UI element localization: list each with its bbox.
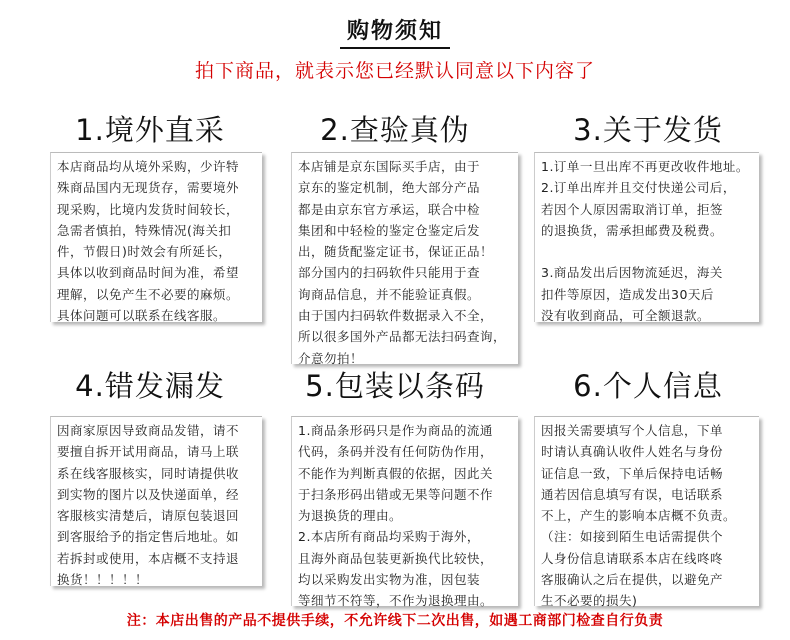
section-4-body: 因商家原因导致商品发错，请不 要擅自拆开试用商品，请马上联 系在线客服核实，同时请提供收 到实物的图片以及快递面单，经 客服核实清楚后，请原包装退回 到客服给予的指定售后地址。如 若拆封或使用，本店概不支持退 换货！！！！！ xyxy=(57,423,240,588)
page-subtitle: 拍下商品，就表示您已经默认同意以下内容了 xyxy=(194,60,595,82)
section-3-box xyxy=(534,152,759,322)
page-title: 购物须知 xyxy=(346,19,443,44)
section-5-body: 1.商品条形码只是作为商品的流通 代码，条码并没有任何防伪作用， 不能作为判断真假的依据，因此关 于扫条形码出错或无果等问题不作 为退换货的理由。 2.本店所有商品均采购于海外， 且海外商品包装更新换代比较快， 均以采购发出实物为准，因包装 等细节不符等，不作为退换理由。 xyxy=(298,423,494,609)
section-5-heading: 5.包装以条码 xyxy=(305,369,485,403)
section-4-heading: 4.错发漏发 xyxy=(75,369,225,403)
section-6-body: 因报关需要填写个人信息，下单 时请认真确认收件人姓名与身份 证信息一致，下单后保持电话畅 通若因信息填写有误，电话联系 不上，产生的影响本店概不负责。 （注：如接到陌生电话需提供个 人身份信息请联系本店在线咚咚 客服确认之后在提供，以避免产 生不必要的损失) xyxy=(541,423,737,609)
section-2-heading: 2.查验真伪 xyxy=(320,113,470,147)
section-4-box xyxy=(50,416,262,586)
title-underline xyxy=(340,47,450,49)
section-5-box xyxy=(291,416,518,609)
section-3-body: 1.订单一旦出库不再更改收件地址。 2.订单出库并且交付快递公司后， 若因个人原因需取消订单，拒签 的退换货，需承担邮费及税费。 3.商品发出后因物流延迟，海关 扣件等原因，造成发出30天后 没有收到商品，可全额退款。 xyxy=(541,159,749,324)
section-3-heading: 3.关于发货 xyxy=(573,113,723,147)
section-1-box xyxy=(50,152,262,322)
section-6-heading: 6.个人信息 xyxy=(573,369,723,403)
footer-note: 注：本店出售的产品不提供手续，不允许线下二次出售，如遇工商部门检查自行负责 xyxy=(126,613,664,629)
section-2-body: 本店铺是京东国际买手店，由于 京东的鉴定机制，绝大部分产品 都是由京东官方承运，联合中检 集团和中轻检的鉴定仓鉴定后发 出，随货配鉴定证书，保证正品！ 部分国内的扫码软件只能用于查 询商品信息，并不能验证真假。 由于国内扫码软件数据录入不全， 所以很多国外产品都无法扫码查询， 介意勿拍！ xyxy=(298,159,507,366)
section-6-box xyxy=(534,416,759,609)
section-2-box xyxy=(291,152,518,364)
section-1-body: 本店商品均从境外采购，少许特 殊商品国内无现货存，需要境外 现采购，比境内发货时间较长， 急需者慎拍，特殊情况(海关扣 件，节假日)时效会有所延长， 具体以收到商品时间为准，希望 理解，以免产生不必要的麻烦。 具体问题可以联系在线客服。 xyxy=(57,159,240,324)
section-1-heading: 1.境外直采 xyxy=(75,113,225,147)
